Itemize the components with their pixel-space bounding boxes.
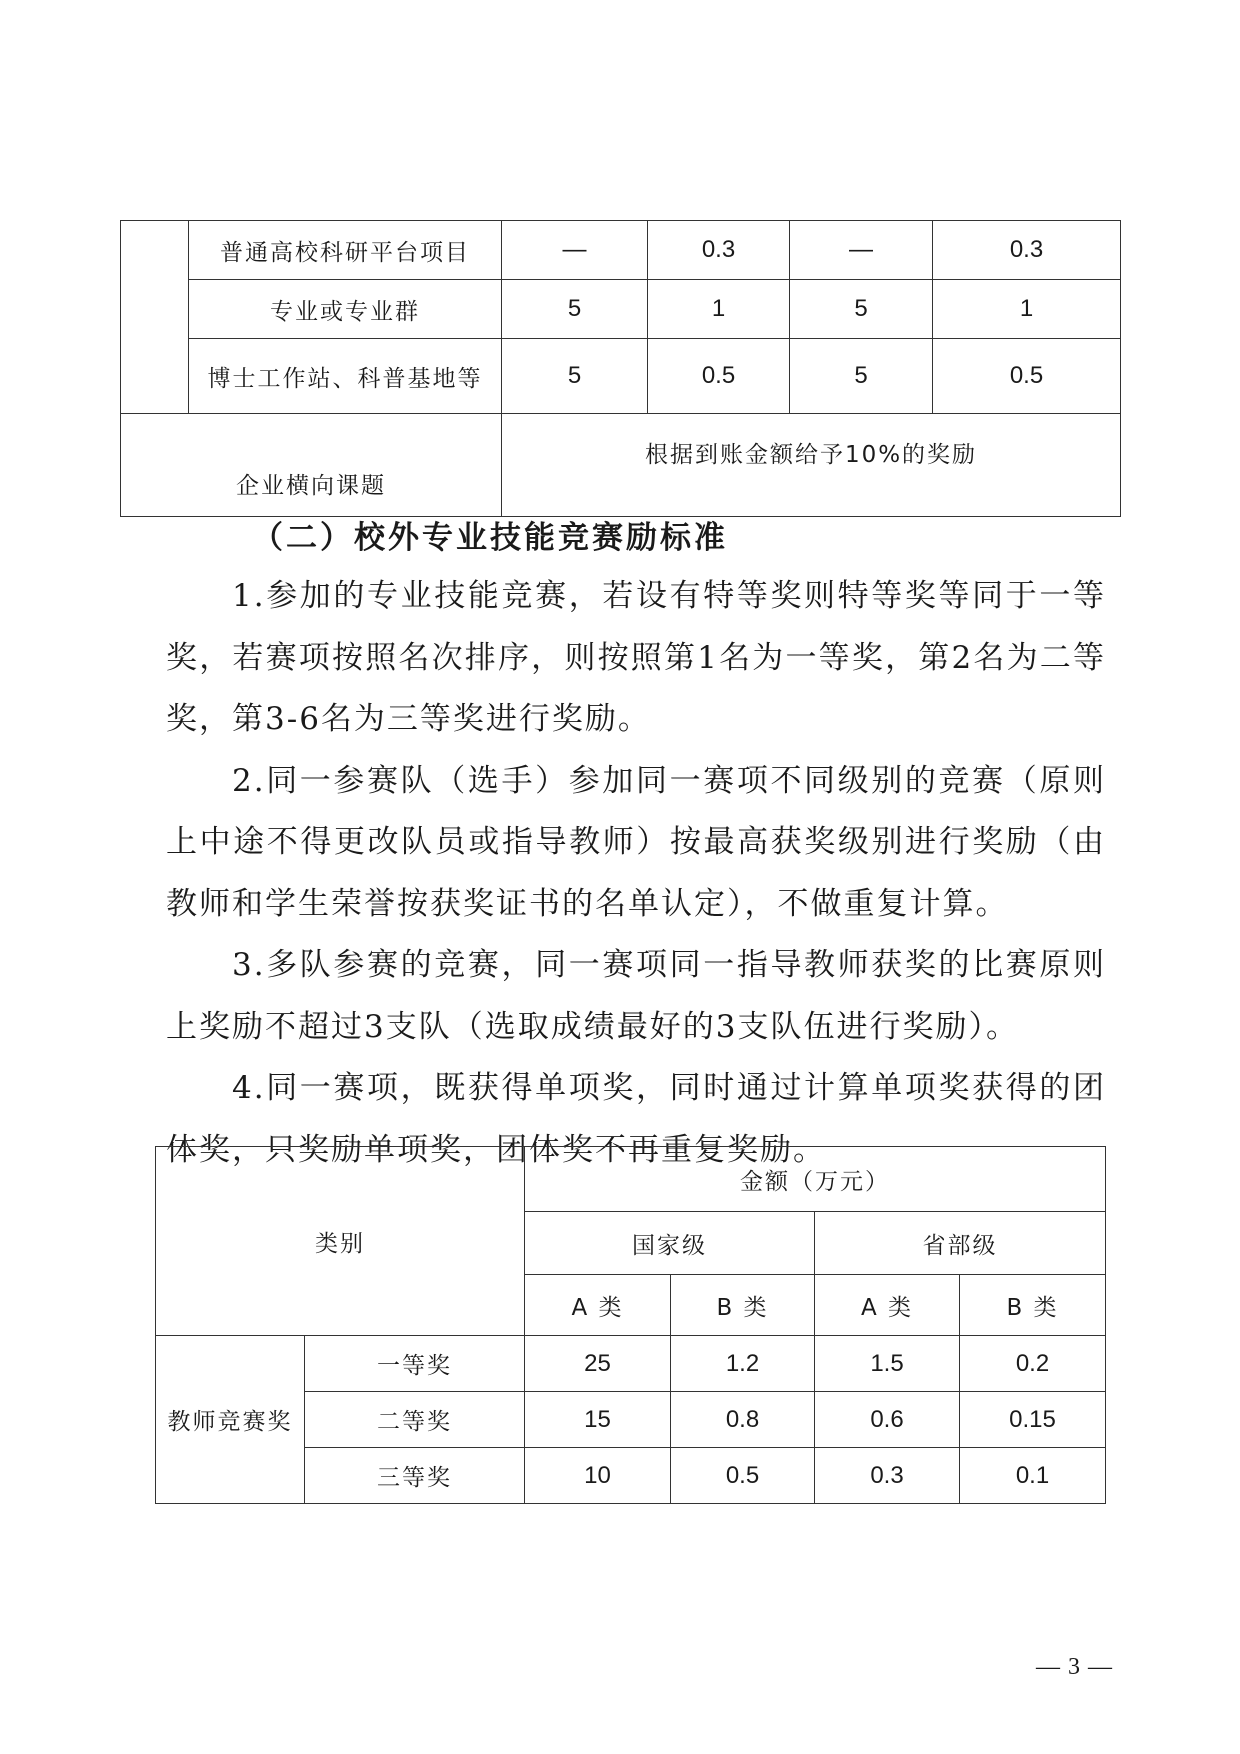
award-level-cell: 三等奖 <box>305 1448 525 1504</box>
enterprise-note-cell: 根据到账金额给予10%的奖励 <box>502 414 1121 517</box>
table-row <box>121 221 1121 280</box>
value-cell: — <box>502 221 648 280</box>
table-row <box>121 414 1121 517</box>
value-cell: 0.2 <box>960 1336 1106 1392</box>
value-cell: 0.3 <box>815 1448 960 1504</box>
item-cell: 专业或专业群 <box>189 280 502 339</box>
award-level-cell: 二等奖 <box>305 1392 525 1448</box>
value-cell: 1 <box>933 280 1121 339</box>
item-cell: 博士工作站、科普基地等 <box>189 339 502 414</box>
class-a-header: A 类 <box>525 1275 671 1336</box>
amount-header: 金额（万元） <box>525 1147 1106 1212</box>
value-cell: 0.6 <box>815 1392 960 1448</box>
paragraph: 2.同一参赛队（选手）参加同一赛项不同级别的竞赛（原则上中途不得更改队员或指导教师）按最高获奖级别进行奖励（由教师和学生荣誉按获奖证书的名单认定），不做重复计算。 <box>166 762 1106 922</box>
value-cell: 1.5 <box>815 1336 960 1392</box>
table-header-row <box>156 1147 1106 1212</box>
table-row <box>121 339 1121 414</box>
value-cell: 0.5 <box>648 339 790 414</box>
value-cell: 0.3 <box>648 221 790 280</box>
table-row <box>121 280 1121 339</box>
paragraph: 3.多队参赛的竞赛，同一赛项同一指导教师获奖的比赛原则上奖励不超过3支队（选取成绩最好的3支队伍进行奖励）。 <box>166 947 1106 1045</box>
award-level-cell: 一等奖 <box>305 1336 525 1392</box>
national-level-header: 国家级 <box>525 1212 815 1275</box>
table-row <box>156 1336 1106 1392</box>
value-cell: 25 <box>525 1336 671 1392</box>
section-heading: （二）校外专业技能竞赛励标准 <box>252 520 728 556</box>
value-cell: 0.5 <box>933 339 1121 414</box>
value-cell: 1.2 <box>671 1336 815 1392</box>
value-cell: 0.5 <box>671 1448 815 1504</box>
value-cell: 0.3 <box>933 221 1121 280</box>
value-cell: 0.1 <box>960 1448 1106 1504</box>
paragraph: 4.同一赛项，既获得单项奖，同时通过计算单项奖获得的团体奖，只奖励单项奖，团体奖不再重复奖励。 <box>166 1070 1106 1168</box>
value-cell: 1 <box>648 280 790 339</box>
paragraph: 1.参加的专业技能竞赛，若设有特等奖则特等奖等同于一等奖，若赛项按照名次排序，则按照第1名为一等奖，第2名为二等奖，第3-6名为三等奖进行奖励。 <box>166 578 1106 737</box>
value-cell: 5 <box>790 339 933 414</box>
provincial-level-header: 省部级 <box>815 1212 1106 1275</box>
rules-text <box>166 566 1106 1181</box>
category-header: 类别 <box>156 1147 525 1336</box>
value-cell: — <box>790 221 933 280</box>
value-cell: 15 <box>525 1392 671 1448</box>
class-b-header: B 类 <box>671 1275 815 1336</box>
value-cell: 5 <box>502 280 648 339</box>
page-number: — 3 — <box>1036 1654 1113 1680</box>
blank-category-cell <box>121 221 189 414</box>
competition-reward-table <box>155 1146 1106 1504</box>
class-a-header: A 类 <box>815 1275 960 1336</box>
class-b-header: B 类 <box>960 1275 1106 1336</box>
enterprise-label-cell: 企业横向课题 <box>121 414 502 517</box>
value-cell: 0.8 <box>671 1392 815 1448</box>
group-label-cell: 教师竞赛奖 <box>156 1336 305 1504</box>
value-cell: 5 <box>502 339 648 414</box>
item-cell: 普通高校科研平台项目 <box>189 221 502 280</box>
value-cell: 0.15 <box>960 1392 1106 1448</box>
value-cell: 10 <box>525 1448 671 1504</box>
research-reward-table <box>120 220 1121 517</box>
value-cell: 5 <box>790 280 933 339</box>
